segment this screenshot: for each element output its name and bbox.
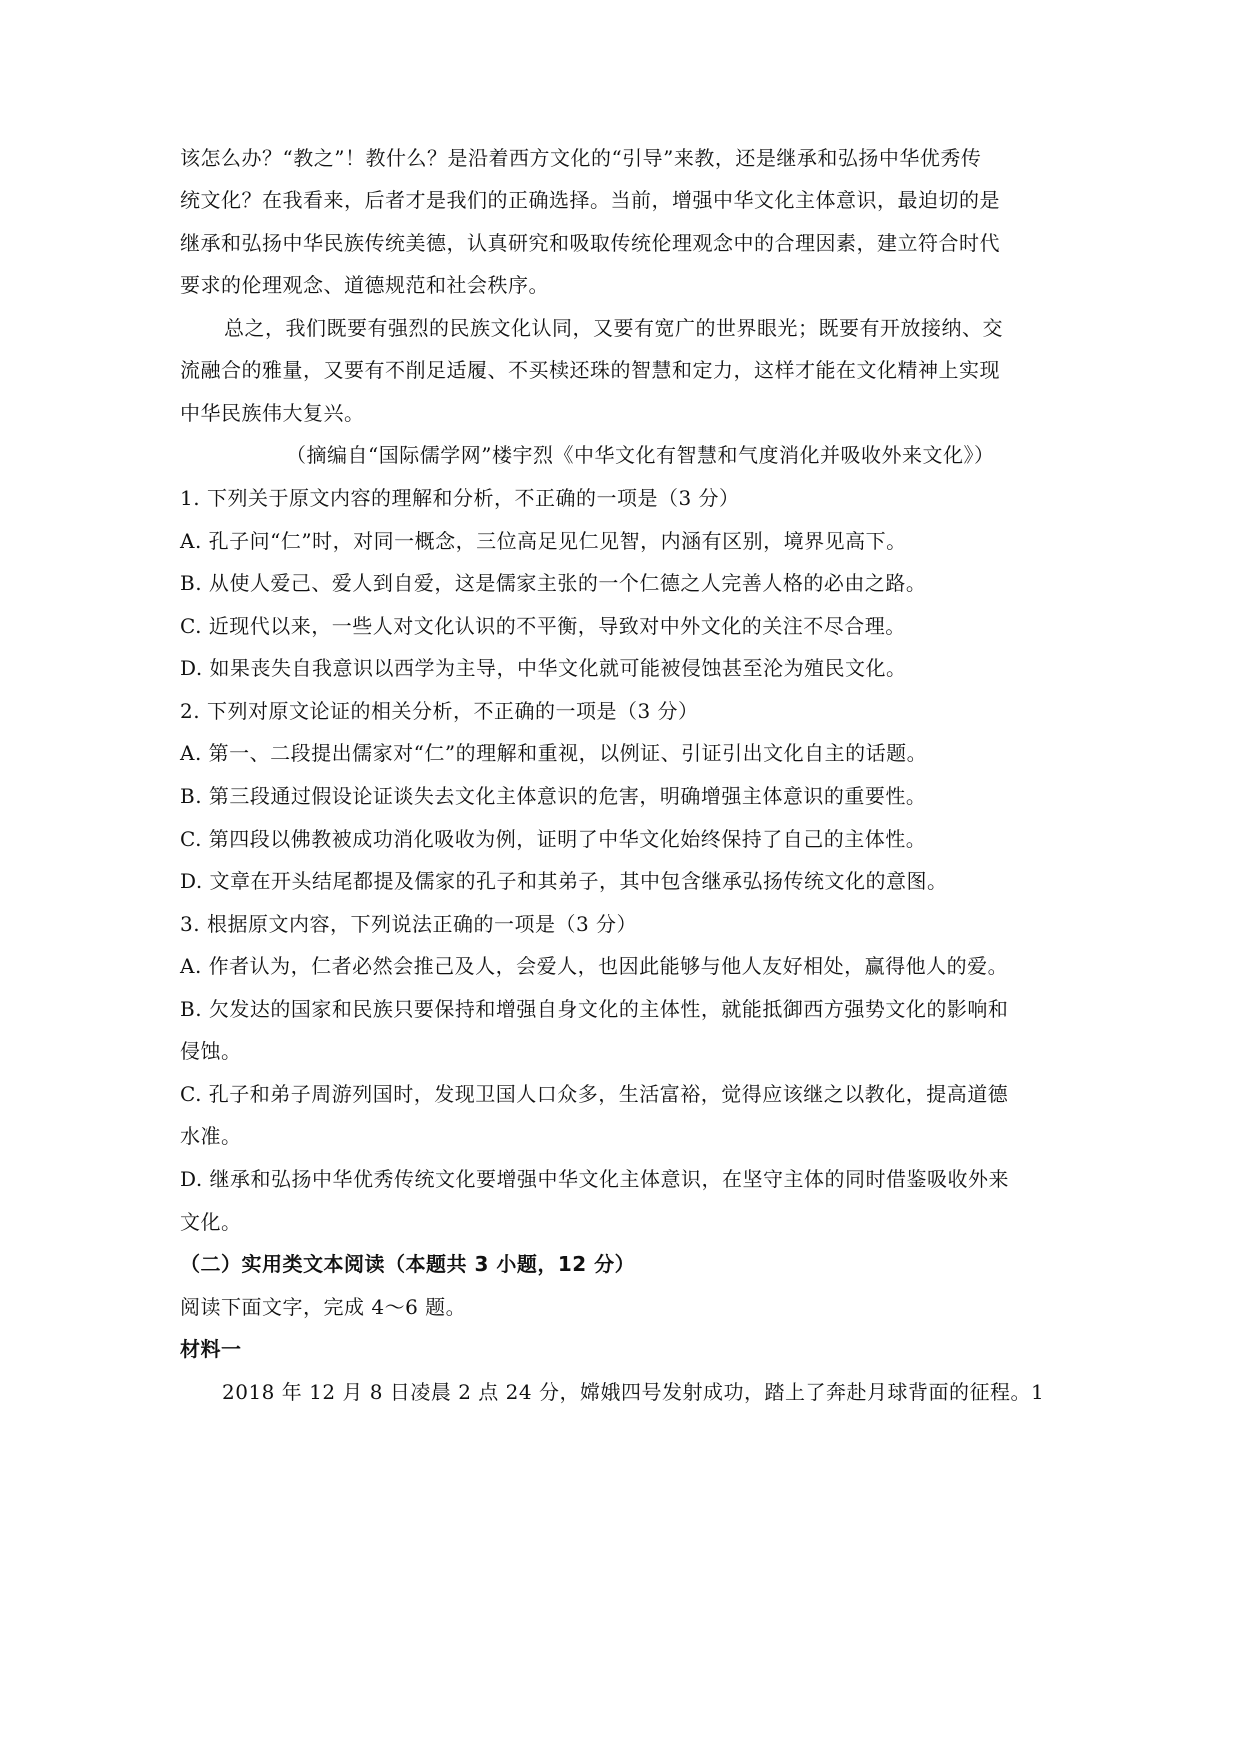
section-heading: （二）实用类文本阅读（本题共 3 小题，12 分） [180, 1252, 636, 1276]
passage-line: 统文化？在我看来，后者才是我们的正确选择。当前，增强中华文化主体意识，最迫切的是 [180, 188, 1000, 212]
passage-line: 中华民族伟大复兴。 [180, 401, 365, 425]
option-d-continued: 文化。 [180, 1210, 242, 1234]
option-d: D. 继承和弘扬中华优秀传统文化要增强中华文化主体意识，在坚守主体的同时借鉴吸收外来 [180, 1167, 1010, 1191]
option-c: C. 孔子和弟子周游列国时，发现卫国人口众多，生活富裕，觉得应该继之以教化，提高道德 [180, 1082, 1009, 1106]
question-stem: 3. 根据原文内容，下列说法正确的一项是（3 分） [180, 912, 638, 936]
question-stem: 1. 下列关于原文内容的理解和分析，不正确的一项是（3 分） [180, 486, 740, 510]
option-d: D. 文章在开头结尾都提及儒家的孔子和其弟子，其中包含继承弘扬传统文化的意图。 [180, 869, 948, 893]
option-b: B. 欠发达的国家和民族只要保持和增强自身文化的主体性，就能抵御西方强势文化的影响和 [180, 997, 1009, 1021]
option-c: C. 近现代以来，一些人对文化认识的不平衡，导致对中外文化的关注不尽合理。 [180, 614, 906, 638]
option-d: D. 如果丧失自我意识以西学为主导，中华文化就可能被侵蚀甚至沦为殖民文化。 [180, 656, 907, 680]
passage-line: 总之，我们既要有强烈的民族文化认同，又要有宽广的世界眼光；既要有开放接纳、交 [224, 316, 1003, 340]
option-b: B. 第三段通过假设论证谈失去文化主体意识的危害，明确增强主体意识的重要性。 [180, 784, 927, 808]
passage-line: 继承和弘扬中华民族传统美德，认真研究和吸取传统伦理观念中的合理因素，建立符合时代 [180, 231, 1000, 255]
option-c: C. 第四段以佛教被成功消化吸收为例，证明了中华文化始终保持了自己的主体性。 [180, 827, 927, 851]
material-title: 材料一 [180, 1337, 242, 1361]
option-a: A. 孔子问“仁”时，对同一概念，三位高足见仁见智，内涵有区别，境界见高下。 [180, 529, 907, 553]
passage-line: 要求的伦理观念、道德规范和社会秩序。 [180, 273, 549, 297]
material-text: 2018 年 12 月 8 日凌晨 2 点 24 分，嫦娥四号发射成功，踏上了奔赴月球背面的征程。1 [222, 1380, 1045, 1404]
passage-source: （摘编自“国际儒学网”楼宇烈《中华文化有智慧和气度消化并吸收外来文化》） [286, 443, 995, 467]
passage-line: 该怎么办？“教之”！教什么？是沿着西方文化的“引导”来教，还是继承和弘扬中华优秀传 [180, 146, 982, 170]
section-instruction: 阅读下面文字，完成 4～6 题。 [180, 1295, 467, 1319]
option-b-continued: 侵蚀。 [180, 1039, 242, 1063]
passage-line: 流融合的雅量，又要有不削足适履、不买椟还珠的智慧和定力，这样才能在文化精神上实现 [180, 358, 1000, 382]
option-a: A. 第一、二段提出儒家对“仁”的理解和重视，以例证、引证引出文化自主的话题。 [180, 741, 928, 765]
option-a: A. 作者认为，仁者必然会推己及人，会爱人，也因此能够与他人友好相处，赢得他人的爱。 [180, 954, 1009, 978]
option-b: B. 从使人爱己、爱人到自爱，这是儒家主张的一个仁德之人完善人格的必由之路。 [180, 571, 927, 595]
question-stem: 2. 下列对原文论证的相关分析，不正确的一项是（3 分） [180, 699, 699, 723]
option-c-continued: 水准。 [180, 1124, 242, 1148]
